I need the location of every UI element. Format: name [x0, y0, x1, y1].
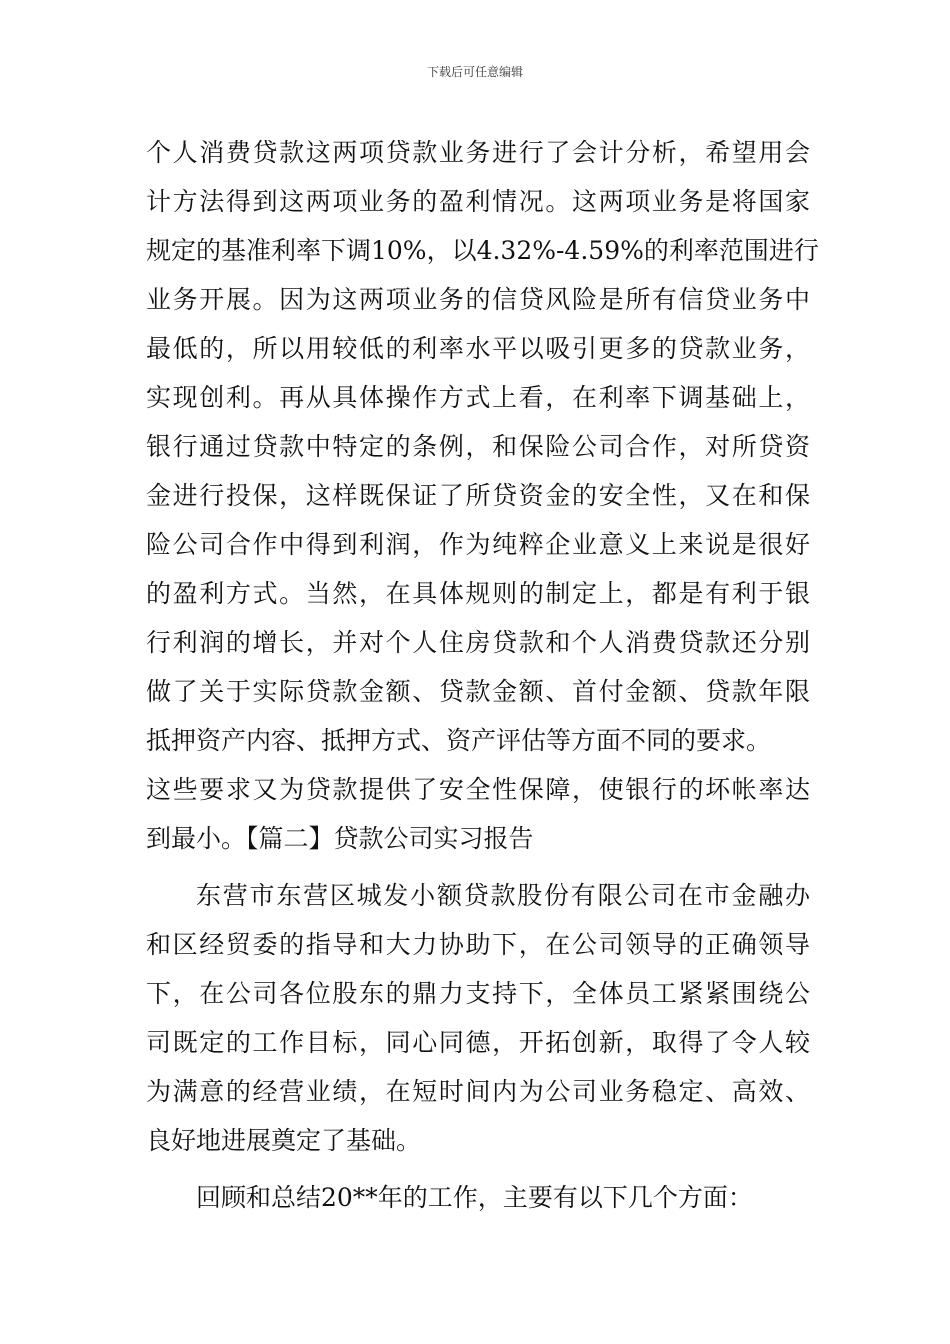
text-line: 司既定的工作目标，同心同德，开拓创新，取得了令人较 — [146, 1028, 810, 1057]
paragraph-2 — [146, 871, 810, 1165]
paragraph-spacer — [146, 1165, 810, 1173]
text-line: 险公司合作中得到利润，作为纯粹企业意义上来说是很好 — [146, 530, 810, 559]
text-line: 的盈利方式。当然，在具体规则的制定上，都是有利于银 — [146, 579, 810, 608]
text-line: 东营市东营区城发小额贷款股份有限公司在市金融办 — [196, 881, 810, 910]
paragraph-1 — [146, 128, 819, 863]
page-header: 下载后可任意编辑 — [426, 65, 523, 79]
text-line: 行利润的增长，并对个人住房贷款和个人消费贷款还分别 — [146, 628, 810, 657]
text-line: 金进行投保，这样既保证了所贷资金的安全性，又在和保 — [146, 481, 810, 510]
paragraph-3 — [146, 1173, 810, 1222]
text-line: 个人消费贷款这两项贷款业务进行了会计分析，希望用会 — [146, 138, 810, 167]
document-body — [146, 128, 819, 1222]
text-line: 这些要求又为贷款提供了安全性保障，使银行的坏帐率达 — [146, 775, 810, 804]
text-line: 做了关于实际贷款金额、贷款金额、首付金额、贷款年限 — [146, 677, 810, 706]
text-line: 回顾和总结20**年的工作，主要有以下几个方面： — [196, 1183, 753, 1212]
text-line: 良好地进展奠定了基础。 — [146, 1126, 422, 1155]
text-line: 到最小。【篇二】贷款公司实习报告 — [146, 824, 534, 853]
text-line: 抵押资产内容、抵押方式、资产评估等方面不同的要求。 — [146, 726, 772, 755]
text-line: 和区经贸委的指导和大力协助下，在公司领导的正确领导 — [146, 930, 810, 959]
text-line: 下，在公司各位股东的鼎力支持下，全体员工紧紧围绕公 — [146, 979, 810, 1008]
text-line: 最低的，所以用较低的利率水平以吸引更多的贷款业务， — [146, 334, 810, 363]
text-line: 实现创利。再从具体操作方式上看，在利率下调基础上， — [146, 383, 810, 412]
text-line: 规定的基准利率下调10%，以4.32%-4.59%的利率范围进行 — [146, 236, 819, 265]
text-line: 银行通过贷款中特定的条例，和保险公司合作，对所贷资 — [146, 432, 810, 461]
text-line: 计方法得到这两项业务的盈利情况。这两项业务是将国家 — [146, 187, 810, 216]
text-line: 业务开展。因为这两项业务的信贷风险是所有信贷业务中 — [146, 285, 810, 314]
paragraph-spacer — [146, 863, 810, 871]
text-line: 为满意的经营业绩，在短时间内为公司业务稳定、高效、 — [146, 1077, 810, 1106]
